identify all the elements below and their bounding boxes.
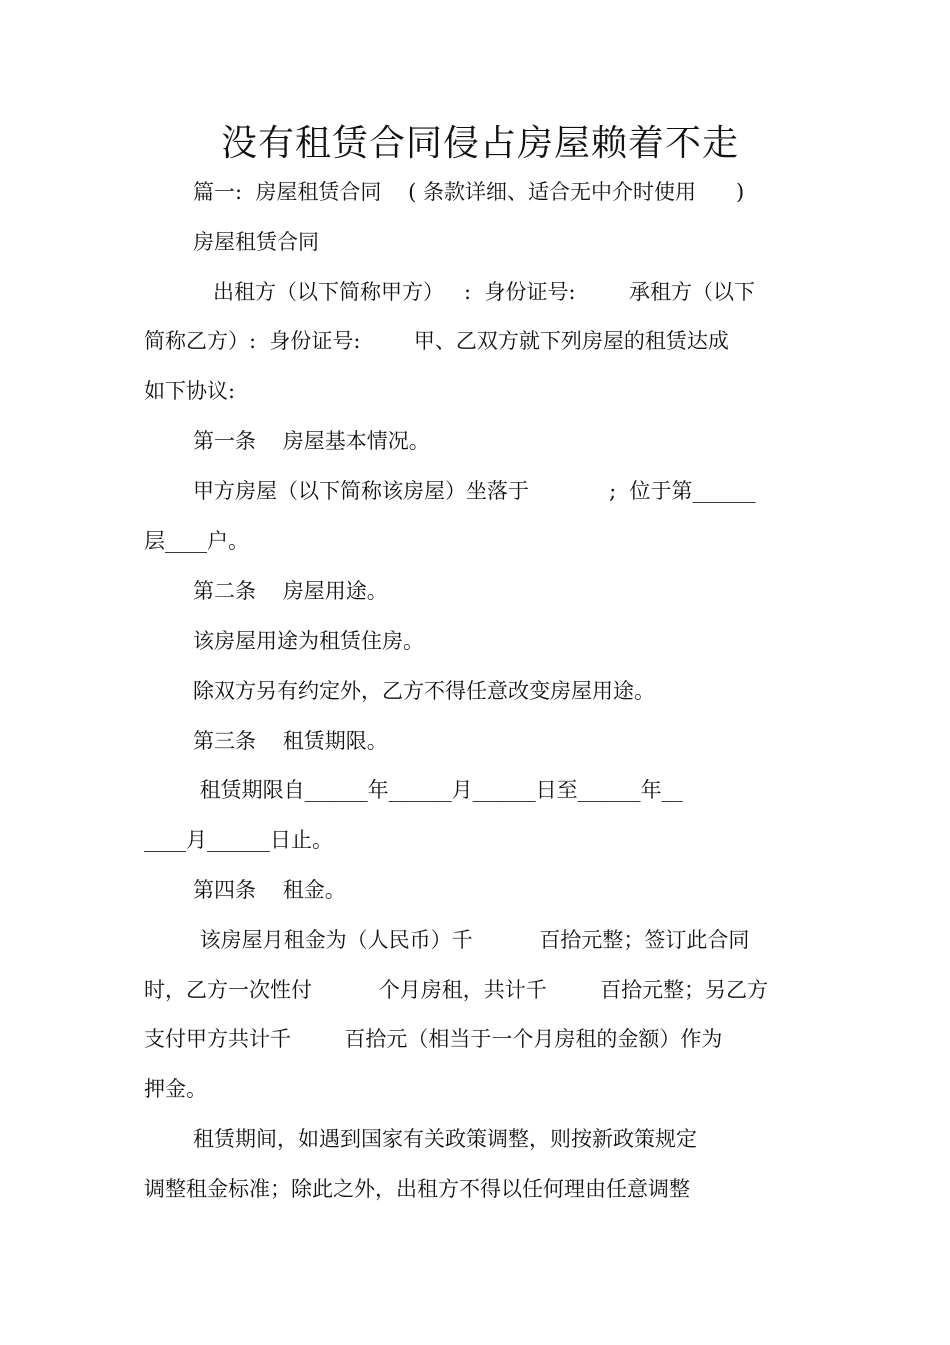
paragraph-line: 时，乙方一次性付 个月房租，共计千 百拾元整；另乙方 xyxy=(144,978,769,1002)
section-heading-1: 篇一: 房屋租赁合同 ( 条款详细、适合无中介时使用 ) xyxy=(193,180,745,204)
paragraph-line: 支付甲方共计千 百拾元（相当于一个月房租的金额）作为 xyxy=(144,1027,723,1051)
paragraph-line: 如下协议: xyxy=(144,379,236,403)
paragraph-line: 该房屋月租金为（人民币）千 百拾元整；签订此合同 xyxy=(193,928,750,952)
article-heading: 第二条 房屋用途。 xyxy=(193,579,388,603)
paragraph-line: 层____户。 xyxy=(144,529,249,553)
paragraph-line: 除双方另有约定外，乙方不得任意改变房屋用途。 xyxy=(193,679,655,703)
paragraph-line: 简称乙方）: 身份证号: 甲、乙双方就下列房屋的租赁达成 xyxy=(144,329,729,353)
paragraph-line: 该房屋用途为租赁住房。 xyxy=(193,629,424,653)
paragraph-line: 调整租金标准；除此之外，出租方不得以任何理由任意调整 xyxy=(144,1177,690,1201)
paragraph-line: ____月______日止。 xyxy=(144,828,333,852)
document-title: 没有租赁合同侵占房屋赖着不走 xyxy=(220,123,739,164)
paragraph-line: 甲方房屋（以下简称该房屋）坐落于 ; 位于第______ xyxy=(193,479,756,503)
article-heading: 第一条 房屋基本情况。 xyxy=(193,429,430,453)
contract-heading: 房屋租赁合同 xyxy=(193,230,319,254)
paragraph-line: 租赁期间，如遇到国家有关政策调整，则按新政策规定 xyxy=(193,1127,697,1151)
paragraph-line: 租赁期限自______年______月______日至______年__ xyxy=(193,778,683,802)
paragraph-line: 出租方（以下简称甲方） : 身份证号: 承租方（以下 xyxy=(193,280,755,304)
paragraph-line: 押金。 xyxy=(144,1077,207,1101)
article-heading: 第四条 租金。 xyxy=(193,878,346,902)
article-heading: 第三条 租赁期限。 xyxy=(193,729,388,753)
